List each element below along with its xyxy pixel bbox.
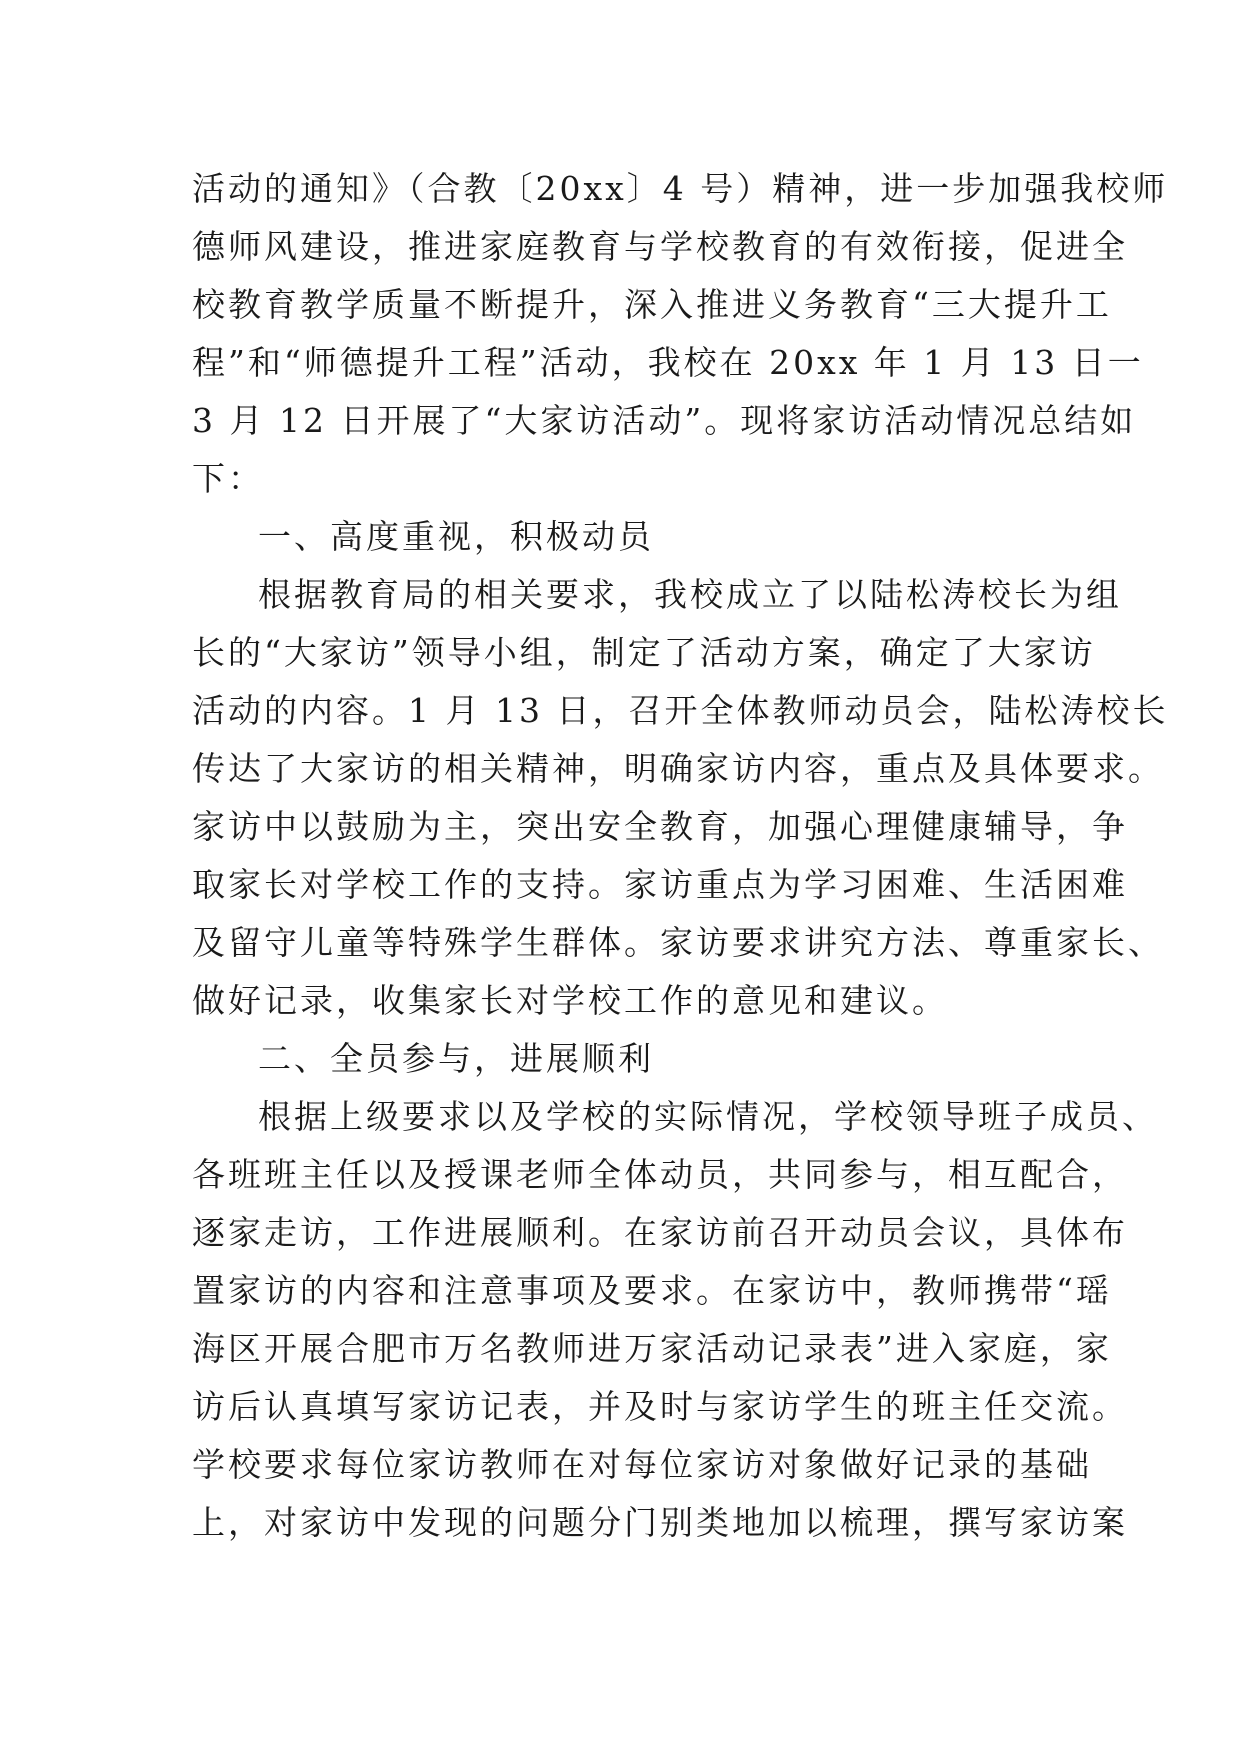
text-line: 程”和“师德提升工程”活动，我校在 20xx 年 1 月 13 日一 [192, 343, 1144, 382]
section-heading: 二、全员参与，进展顺利 [258, 1039, 654, 1078]
text-line: 置家访的内容和注意事项及要求。在家访中，教师携带“瑶 [192, 1271, 1112, 1310]
document-body [192, 160, 1169, 1552]
text-line: 做好记录，收集家长对学校工作的意见和建议。 [192, 981, 948, 1020]
text-line: 德师风建设，推进家庭教育与学校教育的有效衔接，促进全 [192, 227, 1128, 266]
paragraph-start: 根据上级要求以及学校的实际情况，学校领导班子成员、 [258, 1097, 1158, 1136]
text-line: 活动的通知》（合教〔20xx〕4 号）精神，进一步加强我校师 [192, 169, 1169, 208]
text-line: 及留守儿童等特殊学生群体。家访要求讲究方法、尊重家长、 [192, 923, 1164, 962]
text-line: 学校要求每位家访教师在对每位家访对象做好记录的基础 [192, 1445, 1092, 1484]
text-line: 长的“大家访”领导小组，制定了活动方案，确定了大家访 [192, 633, 1096, 672]
text-line: 活动的内容。1 月 13 日，召开全体教师动员会，陆松涛校长 [192, 691, 1169, 730]
text-line: 各班班主任以及授课老师全体动员，共同参与，相互配合， [192, 1155, 1128, 1194]
paragraph-start: 根据教育局的相关要求，我校成立了以陆松涛校长为组 [258, 575, 1122, 614]
text-line: 逐家走访，工作进展顺利。在家访前召开动员会议，具体布 [192, 1213, 1128, 1252]
text-line: 校教育教学质量不断提升，深入推进义务教育“三大提升工 [192, 285, 1112, 324]
text-line: 家访中以鼓励为主，突出安全教育，加强心理健康辅导，争 [192, 807, 1128, 846]
text-line: 取家长对学校工作的支持。家访重点为学习困难、生活困难 [192, 865, 1128, 904]
text-line: 上，对家访中发现的问题分门别类地加以梳理，撰写家访案 [192, 1503, 1128, 1542]
text-line: 访后认真填写家访记表，并及时与家访学生的班主任交流。 [192, 1387, 1128, 1426]
section-heading: 一、高度重视，积极动员 [258, 517, 654, 556]
text-line: 下： [192, 459, 264, 498]
text-line: 3 月 12 日开展了“大家访活动”。现将家访活动情况总结如 [192, 401, 1137, 440]
text-line: 传达了大家访的相关精神，明确家访内容，重点及具体要求。 [192, 749, 1164, 788]
text-line: 海区开展合肥市万名教师进万家活动记录表”进入家庭，家 [192, 1329, 1112, 1368]
